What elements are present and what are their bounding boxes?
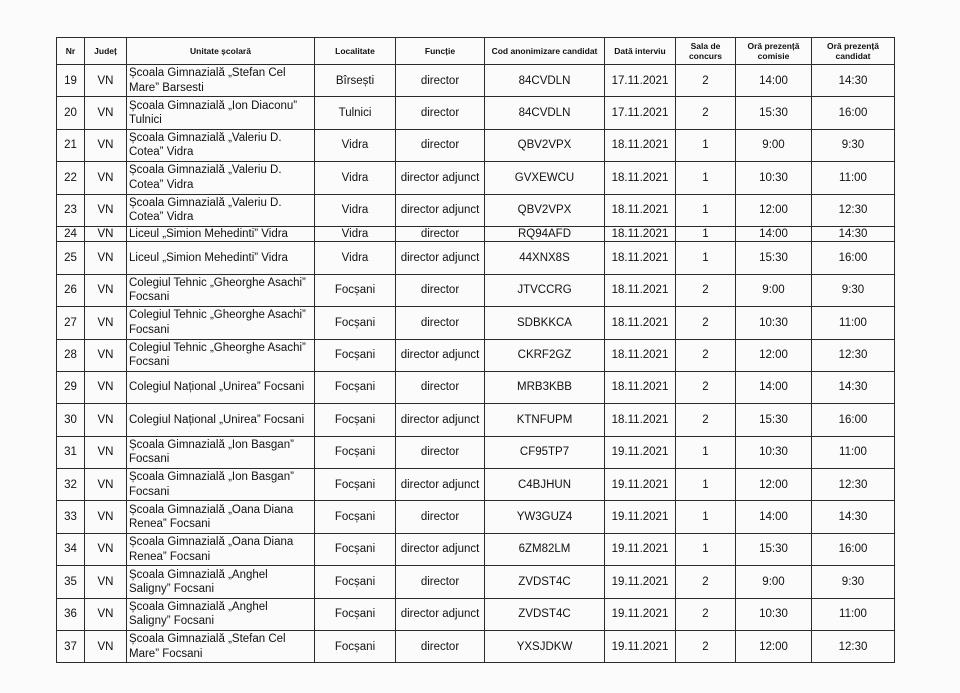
cell-unitate: Școala Gimnazială „Anghel Saligny” Focsani: [127, 566, 315, 598]
cell-judet: VN: [85, 371, 127, 403]
cell-nr: 19: [57, 65, 85, 97]
cell-nr: 20: [57, 97, 85, 129]
cell-unitate: Școala Gimnazială „Valeriu D. Cotea” Vidra: [127, 194, 315, 226]
cell-functie: director adjunct: [396, 194, 485, 226]
cell-candidat: 12:30: [812, 194, 895, 226]
cell-judet: VN: [85, 97, 127, 129]
cell-localitate: Vidra: [315, 194, 396, 226]
cell-data: 18.11.2021: [605, 226, 676, 241]
cell-localitate: Focșani: [315, 566, 396, 598]
table-row: [57, 469, 895, 501]
cell-localitate: Focșani: [315, 436, 396, 468]
cell-data: 18.11.2021: [605, 371, 676, 403]
cell-candidat: 16:00: [812, 242, 895, 274]
cell-localitate: Vidra: [315, 226, 396, 241]
cell-unitate: Școala Gimnazială „Stefan Cel Mare” Barsesti: [127, 65, 315, 97]
interview-schedule-table: [56, 37, 895, 663]
cell-cod: ZVDST4C: [485, 566, 605, 598]
cell-localitate: Vidra: [315, 162, 396, 194]
cell-data: 19.11.2021: [605, 436, 676, 468]
cell-candidat: 14:30: [812, 65, 895, 97]
cell-unitate: Colegiul Tehnic „Gheorghe Asachi” Focsani: [127, 339, 315, 371]
header-candidat: Oră prezență candidat: [812, 38, 895, 65]
cell-sala: 1: [676, 242, 736, 274]
cell-nr: 29: [57, 371, 85, 403]
cell-candidat: 11:00: [812, 598, 895, 630]
cell-nr: 35: [57, 566, 85, 598]
cell-cod: C4BJHUN: [485, 469, 605, 501]
cell-localitate: Focșani: [315, 469, 396, 501]
cell-candidat: 14:30: [812, 371, 895, 403]
cell-sala: 2: [676, 566, 736, 598]
table-row: [57, 339, 895, 371]
header-cod: Cod anonimizare candidat: [485, 38, 605, 65]
cell-unitate: Liceul „Simion Mehedinti” Vidra: [127, 226, 315, 241]
cell-data: 18.11.2021: [605, 404, 676, 436]
cell-localitate: Focșani: [315, 307, 396, 339]
cell-functie: director adjunct: [396, 242, 485, 274]
cell-functie: director: [396, 129, 485, 161]
cell-candidat: 12:30: [812, 631, 895, 663]
cell-unitate: Școala Gimnazială „Anghel Saligny” Focsani: [127, 598, 315, 630]
cell-data: 17.11.2021: [605, 97, 676, 129]
cell-cod: RQ94AFD: [485, 226, 605, 241]
cell-functie: director: [396, 631, 485, 663]
cell-data: 19.11.2021: [605, 566, 676, 598]
cell-sala: 1: [676, 533, 736, 565]
cell-cod: YXSJDKW: [485, 631, 605, 663]
cell-unitate: Liceul „Simion Mehedinti” Vidra: [127, 242, 315, 274]
cell-nr: 23: [57, 194, 85, 226]
cell-nr: 33: [57, 501, 85, 533]
header-data: Dată interviu: [605, 38, 676, 65]
cell-judet: VN: [85, 404, 127, 436]
cell-unitate: Școala Gimnazială „Ion Diaconu” Tulnici: [127, 97, 315, 129]
cell-functie: director: [396, 501, 485, 533]
cell-sala: 2: [676, 598, 736, 630]
cell-comisie: 14:00: [736, 226, 812, 241]
cell-localitate: Vidra: [315, 129, 396, 161]
header-row: [57, 38, 895, 65]
cell-judet: VN: [85, 274, 127, 306]
table-row: [57, 274, 895, 306]
cell-candidat: 14:30: [812, 226, 895, 241]
cell-data: 19.11.2021: [605, 501, 676, 533]
cell-judet: VN: [85, 162, 127, 194]
cell-sala: 1: [676, 194, 736, 226]
cell-comisie: 10:30: [736, 162, 812, 194]
cell-comisie: 12:00: [736, 194, 812, 226]
table-row: [57, 129, 895, 161]
cell-nr: 21: [57, 129, 85, 161]
cell-data: 18.11.2021: [605, 274, 676, 306]
cell-judet: VN: [85, 631, 127, 663]
cell-comisie: 15:30: [736, 404, 812, 436]
cell-cod: MRB3KBB: [485, 371, 605, 403]
cell-sala: 2: [676, 307, 736, 339]
table-row: [57, 566, 895, 598]
cell-cod: QBV2VPX: [485, 129, 605, 161]
cell-candidat: 12:30: [812, 339, 895, 371]
cell-candidat: 16:00: [812, 404, 895, 436]
cell-data: 18.11.2021: [605, 194, 676, 226]
cell-cod: CKRF2GZ: [485, 339, 605, 371]
cell-localitate: Focșani: [315, 404, 396, 436]
cell-judet: VN: [85, 194, 127, 226]
cell-judet: VN: [85, 129, 127, 161]
cell-sala: 2: [676, 631, 736, 663]
table-row: [57, 404, 895, 436]
table-row: [57, 631, 895, 663]
cell-nr: 34: [57, 533, 85, 565]
cell-data: 18.11.2021: [605, 307, 676, 339]
cell-sala: 1: [676, 162, 736, 194]
cell-data: 18.11.2021: [605, 162, 676, 194]
cell-localitate: Focșani: [315, 533, 396, 565]
cell-data: 19.11.2021: [605, 469, 676, 501]
cell-nr: 32: [57, 469, 85, 501]
cell-comisie: 9:00: [736, 566, 812, 598]
cell-functie: director: [396, 436, 485, 468]
cell-unitate: Colegiul Tehnic „Gheorghe Asachi” Focsani: [127, 274, 315, 306]
cell-judet: VN: [85, 307, 127, 339]
header-comisie: Oră prezență comisie: [736, 38, 812, 65]
cell-nr: 30: [57, 404, 85, 436]
cell-nr: 24: [57, 226, 85, 241]
table-row: [57, 226, 895, 241]
cell-unitate: Școala Gimnazială „Valeriu D. Cotea” Vidra: [127, 129, 315, 161]
cell-nr: 31: [57, 436, 85, 468]
table-row: [57, 242, 895, 274]
cell-sala: 2: [676, 97, 736, 129]
cell-candidat: 12:30: [812, 469, 895, 501]
cell-localitate: Focșani: [315, 371, 396, 403]
cell-comisie: 15:30: [736, 533, 812, 565]
cell-unitate: Școala Gimnazială „Ion Basgan” Focsani: [127, 436, 315, 468]
table-row: [57, 194, 895, 226]
table-row: [57, 307, 895, 339]
table-body: [57, 65, 895, 663]
cell-localitate: Focșani: [315, 631, 396, 663]
cell-cod: YW3GUZ4: [485, 501, 605, 533]
cell-candidat: 16:00: [812, 97, 895, 129]
cell-comisie: 15:30: [736, 242, 812, 274]
cell-sala: 1: [676, 129, 736, 161]
cell-cod: JTVCCRG: [485, 274, 605, 306]
cell-comisie: 10:30: [736, 436, 812, 468]
cell-nr: 36: [57, 598, 85, 630]
table-row: [57, 436, 895, 468]
cell-judet: VN: [85, 598, 127, 630]
cell-nr: 26: [57, 274, 85, 306]
cell-comisie: 14:00: [736, 371, 812, 403]
cell-comisie: 9:00: [736, 274, 812, 306]
cell-judet: VN: [85, 339, 127, 371]
cell-functie: director adjunct: [396, 339, 485, 371]
header-sala: Sala de concurs: [676, 38, 736, 65]
cell-judet: VN: [85, 242, 127, 274]
cell-cod: 44XNX8S: [485, 242, 605, 274]
cell-functie: director adjunct: [396, 469, 485, 501]
cell-judet: VN: [85, 436, 127, 468]
cell-localitate: Focșani: [315, 501, 396, 533]
table-row: [57, 598, 895, 630]
cell-judet: VN: [85, 533, 127, 565]
cell-unitate: Școala Gimnazială „Stefan Cel Mare” Focsani: [127, 631, 315, 663]
table-row: [57, 97, 895, 129]
cell-nr: 37: [57, 631, 85, 663]
cell-comisie: 15:30: [736, 97, 812, 129]
cell-candidat: 11:00: [812, 162, 895, 194]
table-row: [57, 65, 895, 97]
cell-sala: 1: [676, 436, 736, 468]
cell-data: 18.11.2021: [605, 339, 676, 371]
cell-nr: 25: [57, 242, 85, 274]
cell-candidat: 11:00: [812, 307, 895, 339]
header-functie: Funcție: [396, 38, 485, 65]
cell-judet: VN: [85, 65, 127, 97]
cell-functie: director adjunct: [396, 533, 485, 565]
cell-sala: 2: [676, 65, 736, 97]
cell-candidat: 14:30: [812, 501, 895, 533]
cell-judet: VN: [85, 469, 127, 501]
cell-sala: 1: [676, 501, 736, 533]
header-unitate: Unitate școlară: [127, 38, 315, 65]
cell-cod: 84CVDLN: [485, 97, 605, 129]
cell-comisie: 14:00: [736, 65, 812, 97]
cell-data: 18.11.2021: [605, 129, 676, 161]
cell-comisie: 9:00: [736, 129, 812, 161]
cell-sala: 2: [676, 404, 736, 436]
cell-localitate: Focșani: [315, 598, 396, 630]
cell-unitate: Școala Gimnazială „Oana Diana Renea” Focsani: [127, 533, 315, 565]
cell-data: 19.11.2021: [605, 598, 676, 630]
cell-judet: VN: [85, 566, 127, 598]
cell-sala: 2: [676, 339, 736, 371]
cell-cod: 6ZM82LM: [485, 533, 605, 565]
cell-comisie: 10:30: [736, 307, 812, 339]
cell-data: 17.11.2021: [605, 65, 676, 97]
cell-unitate: Școala Gimnazială „Valeriu D. Cotea” Vidra: [127, 162, 315, 194]
cell-unitate: Colegiul Național „Unirea” Focsani: [127, 371, 315, 403]
cell-sala: 2: [676, 274, 736, 306]
cell-cod: SDBKKCA: [485, 307, 605, 339]
cell-candidat: 11:00: [812, 436, 895, 468]
cell-functie: director adjunct: [396, 404, 485, 436]
cell-cod: CF95TP7: [485, 436, 605, 468]
cell-data: 18.11.2021: [605, 242, 676, 274]
cell-functie: director: [396, 274, 485, 306]
cell-functie: director adjunct: [396, 162, 485, 194]
cell-candidat: 9:30: [812, 129, 895, 161]
cell-sala: 2: [676, 371, 736, 403]
cell-nr: 27: [57, 307, 85, 339]
cell-judet: VN: [85, 501, 127, 533]
cell-cod: ZVDST4C: [485, 598, 605, 630]
header-localitate: Localitate: [315, 38, 396, 65]
cell-functie: director: [396, 371, 485, 403]
cell-data: 19.11.2021: [605, 533, 676, 565]
cell-comisie: 12:00: [736, 339, 812, 371]
cell-unitate: Școala Gimnazială „Ion Basgan” Focsani: [127, 469, 315, 501]
cell-functie: director: [396, 566, 485, 598]
cell-nr: 28: [57, 339, 85, 371]
cell-comisie: 12:00: [736, 631, 812, 663]
cell-localitate: Vidra: [315, 242, 396, 274]
table-row: [57, 162, 895, 194]
cell-functie: director: [396, 226, 485, 241]
cell-cod: 84CVDLN: [485, 65, 605, 97]
cell-sala: 1: [676, 469, 736, 501]
table-row: [57, 371, 895, 403]
cell-candidat: 16:00: [812, 533, 895, 565]
cell-data: 19.11.2021: [605, 631, 676, 663]
table-row: [57, 501, 895, 533]
cell-sala: 1: [676, 226, 736, 241]
cell-candidat: 9:30: [812, 274, 895, 306]
cell-comisie: 14:00: [736, 501, 812, 533]
cell-judet: VN: [85, 226, 127, 241]
cell-cod: QBV2VPX: [485, 194, 605, 226]
cell-functie: director: [396, 65, 485, 97]
cell-candidat: 9:30: [812, 566, 895, 598]
cell-cod: GVXEWCU: [485, 162, 605, 194]
cell-functie: director: [396, 97, 485, 129]
cell-comisie: 12:00: [736, 469, 812, 501]
cell-comisie: 10:30: [736, 598, 812, 630]
header-nr: Nr: [57, 38, 85, 65]
cell-functie: director: [396, 307, 485, 339]
cell-localitate: Focșani: [315, 274, 396, 306]
cell-functie: director adjunct: [396, 598, 485, 630]
cell-localitate: Tulnici: [315, 97, 396, 129]
cell-localitate: Focșani: [315, 339, 396, 371]
cell-unitate: Colegiul Tehnic „Gheorghe Asachi” Focsani: [127, 307, 315, 339]
header-judet: Județ: [85, 38, 127, 65]
cell-localitate: Bîrsești: [315, 65, 396, 97]
table-row: [57, 533, 895, 565]
cell-nr: 22: [57, 162, 85, 194]
cell-cod: KTNFUPM: [485, 404, 605, 436]
cell-unitate: Școala Gimnazială „Oana Diana Renea” Focsani: [127, 501, 315, 533]
cell-unitate: Colegiul Național „Unirea” Focsani: [127, 404, 315, 436]
